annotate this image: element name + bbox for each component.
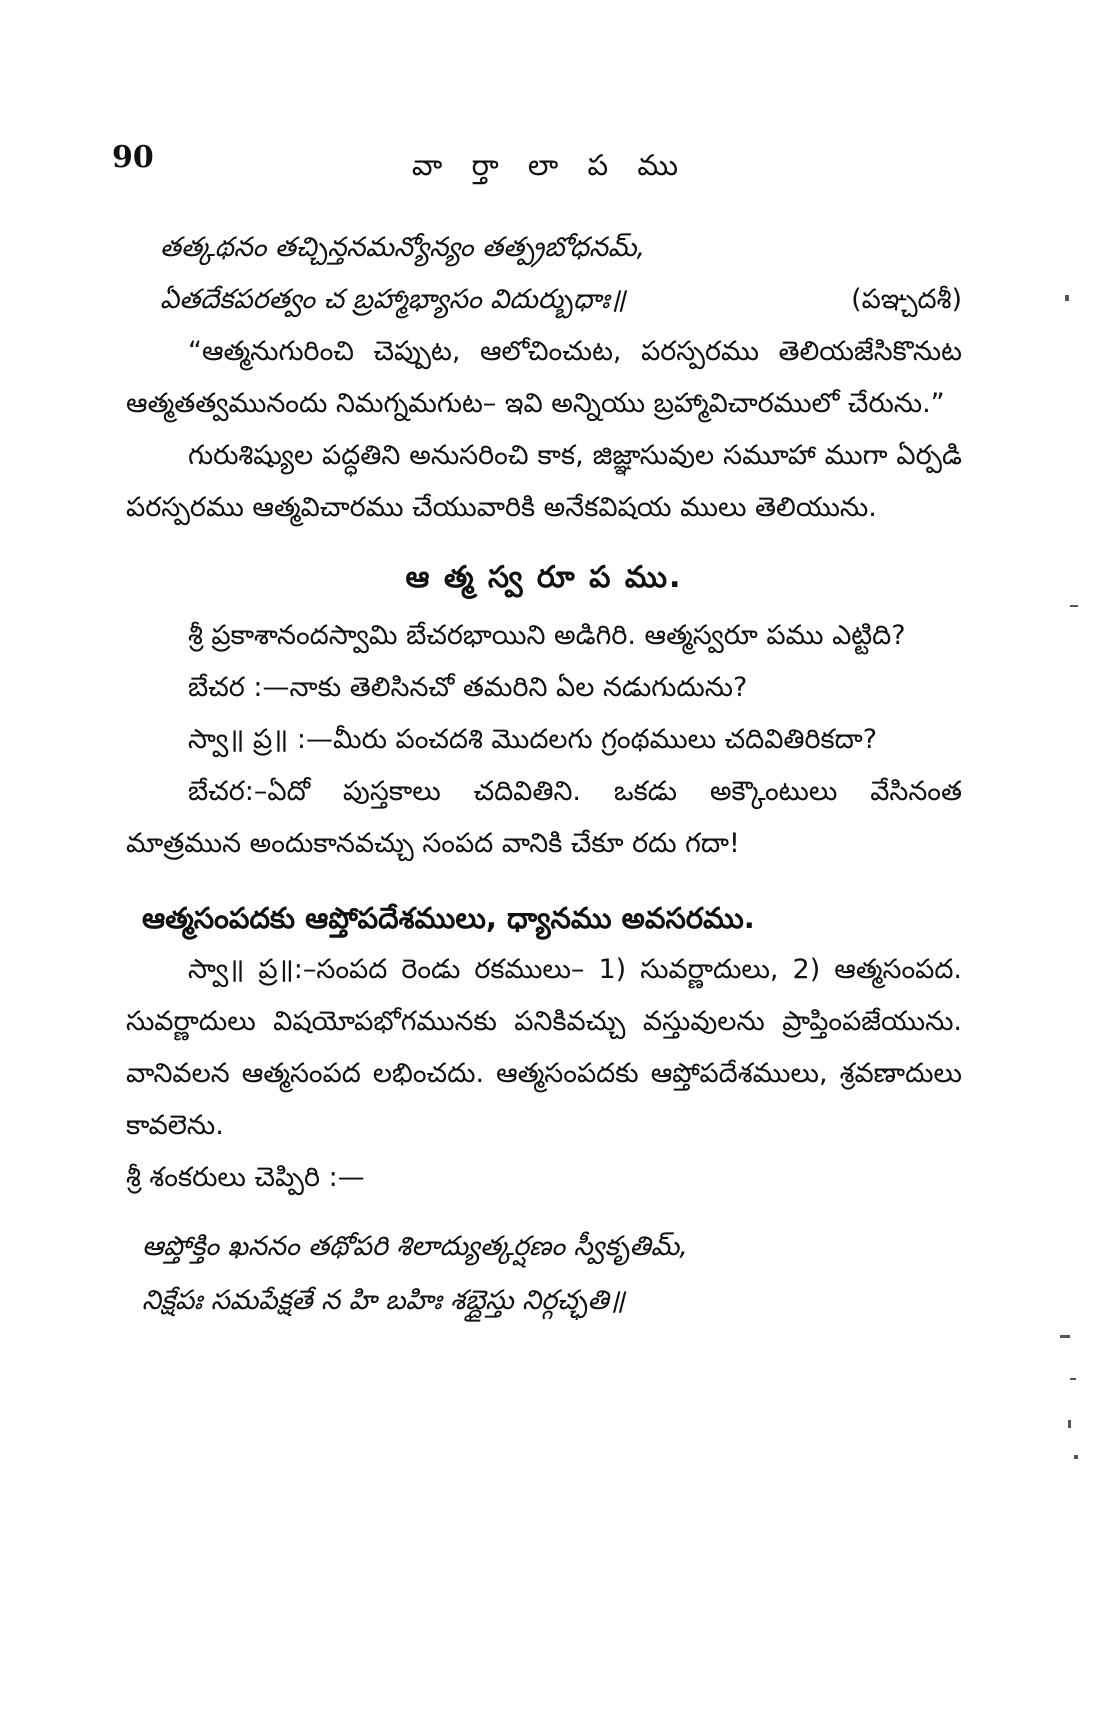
page-content (126, 222, 962, 1328)
paragraph-2: గురుశిష్యుల పద్ధతిని అనుసరించి కాక, జిజ్ఞాసువుల సమూహా ముగా ఏర్పడి పరస్పరము ఆత్మవిచారము చేయువారికి అనేకవిషయ ములు తెలియును. (126, 440, 962, 523)
page-number: 90 (112, 140, 154, 175)
scan-speck (1074, 1455, 1078, 1459)
verse-1-source: (పఞ్చదశీ) (851, 284, 962, 315)
verse-2-line-1: ఆప్తోక్తిం ఖననం తథోపరి శిలాద్యుత్కర్షణం స్వీకృతిమ్, (142, 1231, 688, 1262)
sanskrit-verse-2 (142, 1220, 962, 1328)
scan-speck (1068, 1420, 1071, 1428)
section-1-paragraph-2: బేచర :—నాకు తెలిసినచో తమరిని ఏల నడుగుదును? (188, 672, 748, 703)
paragraph-1: “ఆత్మనుగురించి చెప్పుట, ఆలోచించుట, పరస్పరము తెలియజేసికొనుట ఆత్మతత్వమునందు నిమగ్నమగుట– ఇవి అన్నియు బ్రహ్మావిచారములో చేరును.” (126, 336, 962, 419)
verse-1-line-2 (160, 274, 962, 326)
verse-1-line-1: తత్కథనం తచ్చిన్తనమన్యోన్యం తత్ప్రబోధనమ్, (160, 232, 646, 263)
running-title: వా ర్తా లా ప ము (411, 148, 689, 182)
section-2-paragraph-1: స్వా॥ ప్ర॥:–సంపద రెండు రకములు– 1) సువర్ణాదులు, 2) ఆత్మసంపద. సువర్ణాదులు విషయోపభోగమునకు పనికివచ్చు వస్తువులను ప్రాప్తింపజేయును. వానివలన ఆత్మసంపద లభించదు. ఆత్మసంపదకు ఆప్తోపదేశములు, శ్రవణాదులు కావలెను. (126, 954, 962, 1141)
verse-2-line-2: నిక్షేపః సమపేక్షతే న హి బహిః శబ్దైస్తు నిర్గచ్ఛతి॥ (142, 1285, 625, 1316)
scan-speck (1060, 1335, 1070, 1338)
section-1-paragraph-1: శ్రీ ప్రకాశానందస్వామి బేచరభాయిని అడిగిరి. ఆత్మస్వరూ పము ఎట్టిది? (188, 620, 906, 651)
section-2-intro: శ్రీ శంకరులు చెప్పిరి :— (126, 1162, 365, 1193)
section-heading-atma-sampada: ఆత్మసంపదకు ఆప్తోపదేశములు, ధ్యానము అవసరము. (142, 901, 755, 935)
sanskrit-verse-1 (160, 222, 962, 326)
scan-speck (1070, 605, 1078, 607)
section-1-paragraph-3: స్వా॥ ప్ర॥ :—మీరు పంచదశి మొదలగు గ్రంథములు చదివితిరికదా? (188, 724, 878, 755)
scan-speck (1070, 1378, 1076, 1380)
verse-1-line-2-text: ఏతదేకపరత్వం చ బ్రహ్మాభ్యాసం విదుర్బుధాః॥ (160, 284, 626, 315)
scan-speck (1065, 295, 1069, 301)
section-heading-atma-swarupamu: ఆ త్మ స్వ రూ ప ము. (405, 560, 683, 595)
section-1-paragraph-4: బేచర:–ఏదో పుస్తకాలు చదివితిని. ఒకడు అక్కౌంటులు వేసినంత మాత్రమున అందుకానవచ్చు సంపద వానికి చేకూ రదు గదా! (126, 776, 962, 859)
